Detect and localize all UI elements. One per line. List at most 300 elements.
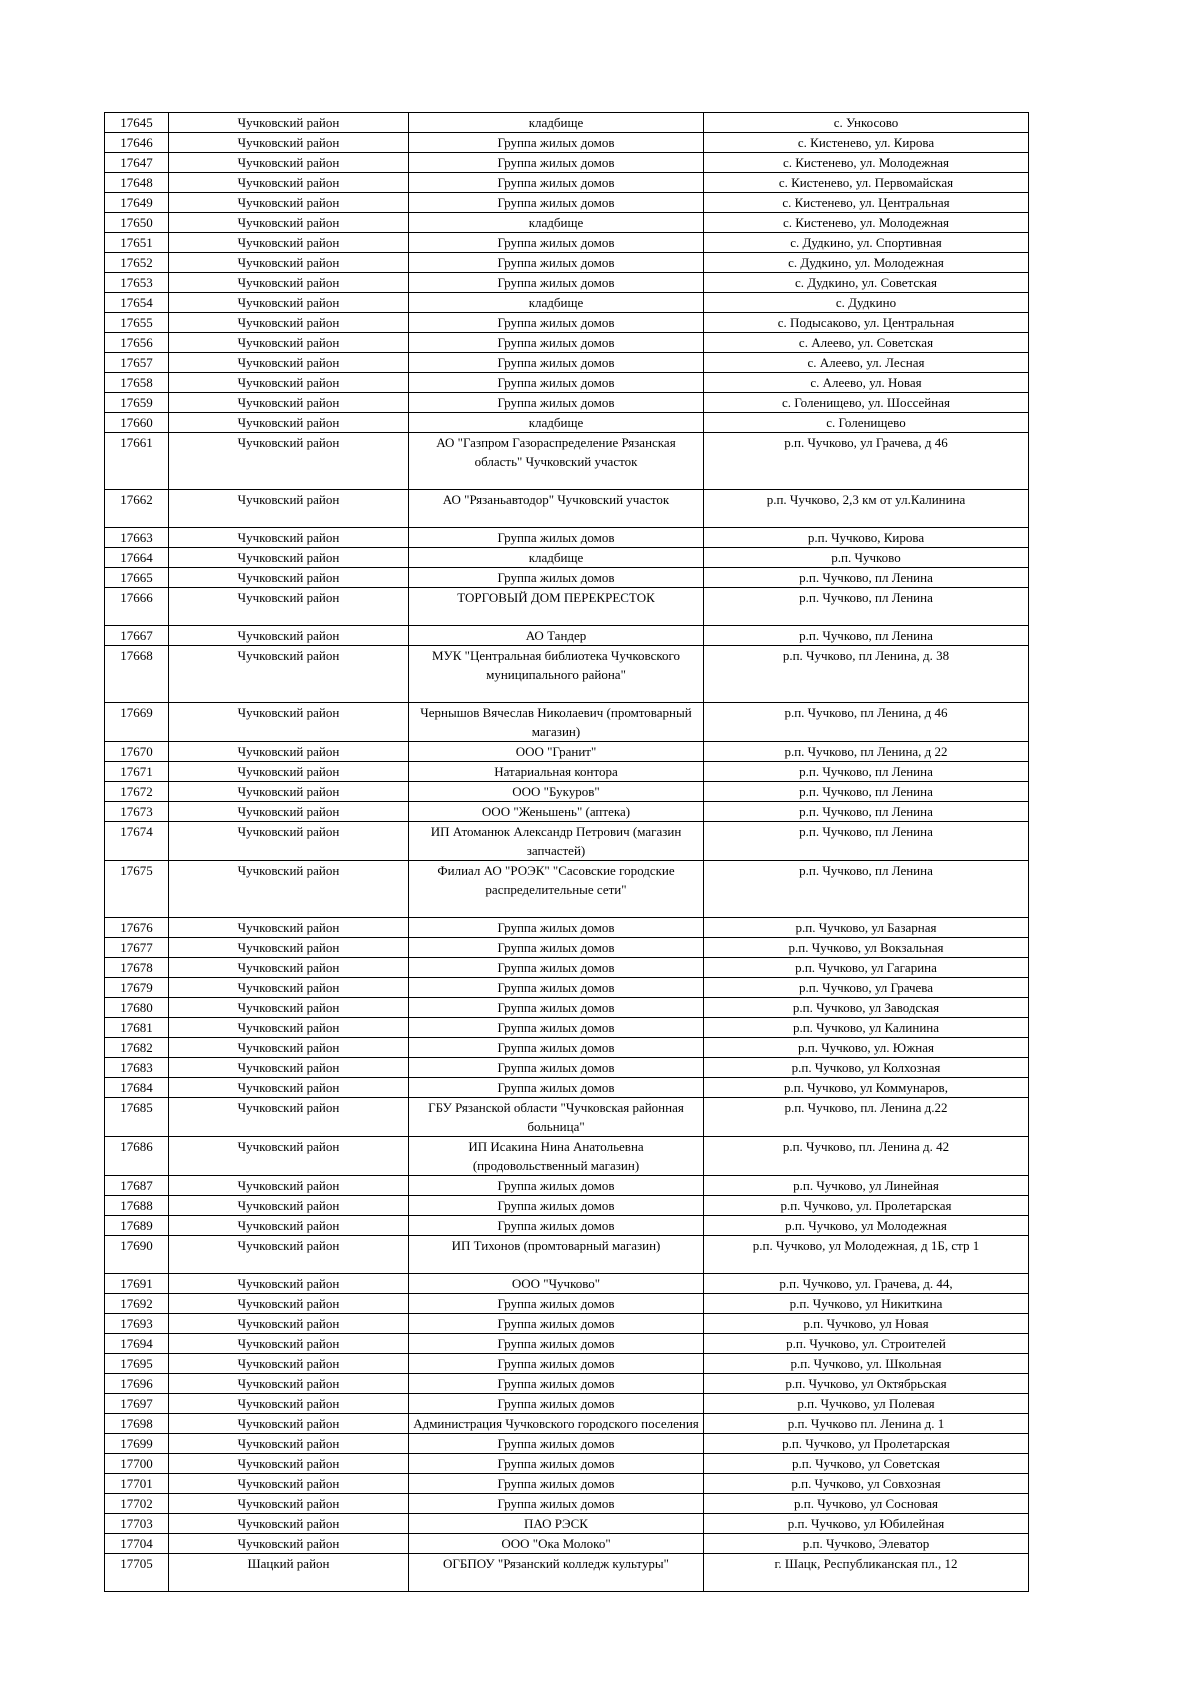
address-cell: р.п. Чучково, ул Новая xyxy=(704,1314,1029,1334)
table-row xyxy=(105,113,1029,133)
row-number-cell: 17676 xyxy=(105,918,169,938)
object-name-cell: Группа жилых домов xyxy=(409,1078,704,1098)
district-cell: Чучковский район xyxy=(169,528,409,548)
row-number-cell: 17666 xyxy=(105,588,169,626)
address-cell: р.п. Чучково, ул Никиткина xyxy=(704,1294,1029,1314)
row-number-cell: 17690 xyxy=(105,1236,169,1274)
address-cell: р.п. Чучково, пл Ленина xyxy=(704,762,1029,782)
row-number-cell: 17694 xyxy=(105,1334,169,1354)
object-name-cell: ГБУ Рязанской области "Чучковская районная больница" xyxy=(409,1098,704,1137)
table-row xyxy=(105,861,1029,918)
table-row xyxy=(105,1394,1029,1414)
table-row xyxy=(105,1098,1029,1137)
row-number-cell: 17677 xyxy=(105,938,169,958)
object-name-cell: Группа жилых домов xyxy=(409,1196,704,1216)
table-row xyxy=(105,1474,1029,1494)
row-number-cell: 17662 xyxy=(105,490,169,528)
row-number-cell: 17663 xyxy=(105,528,169,548)
object-name-cell: Администрация Чучковского городского поселения xyxy=(409,1414,704,1434)
district-cell: Чучковский район xyxy=(169,1196,409,1216)
address-cell: с. Кистенево, ул. Молодежная xyxy=(704,213,1029,233)
object-name-cell: Группа жилых домов xyxy=(409,373,704,393)
district-cell: Чучковский район xyxy=(169,1374,409,1394)
object-name-cell: Группа жилых домов xyxy=(409,393,704,413)
table-row xyxy=(105,958,1029,978)
table-row xyxy=(105,568,1029,588)
object-name-cell: Группа жилых домов xyxy=(409,998,704,1018)
object-name-cell: Группа жилых домов xyxy=(409,528,704,548)
object-name-cell: Группа жилых домов xyxy=(409,918,704,938)
row-number-cell: 17680 xyxy=(105,998,169,1018)
table-row xyxy=(105,918,1029,938)
row-number-cell: 17704 xyxy=(105,1534,169,1554)
row-number-cell: 17700 xyxy=(105,1454,169,1474)
row-number-cell: 17645 xyxy=(105,113,169,133)
table-row xyxy=(105,528,1029,548)
row-number-cell: 17647 xyxy=(105,153,169,173)
district-cell: Чучковский район xyxy=(169,1137,409,1176)
table-row xyxy=(105,490,1029,528)
object-name-cell: Группа жилых домов xyxy=(409,153,704,173)
table-row xyxy=(105,802,1029,822)
address-cell: р.п. Чучково, ул Калинина xyxy=(704,1018,1029,1038)
address-cell: р.п. Чучково, пл Ленина, д 46 xyxy=(704,703,1029,742)
table-row xyxy=(105,998,1029,1018)
address-cell: г. Шацк, Республиканская пл., 12 xyxy=(704,1554,1029,1592)
row-number-cell: 17675 xyxy=(105,861,169,918)
address-cell: р.п. Чучково, ул. Строителей xyxy=(704,1334,1029,1354)
object-name-cell: Группа жилых домов xyxy=(409,568,704,588)
row-number-cell: 17679 xyxy=(105,978,169,998)
object-name-cell: ПАО РЭСК xyxy=(409,1514,704,1534)
row-number-cell: 17669 xyxy=(105,703,169,742)
row-number-cell: 17684 xyxy=(105,1078,169,1098)
table-row xyxy=(105,1414,1029,1434)
district-cell: Чучковский район xyxy=(169,958,409,978)
row-number-cell: 17686 xyxy=(105,1137,169,1176)
district-cell: Чучковский район xyxy=(169,1294,409,1314)
table-row xyxy=(105,173,1029,193)
object-name-cell: кладбище xyxy=(409,548,704,568)
object-name-cell: Группа жилых домов xyxy=(409,1394,704,1414)
district-cell: Чучковский район xyxy=(169,802,409,822)
row-number-cell: 17661 xyxy=(105,433,169,490)
address-cell: с. Кистенево, ул. Центральная xyxy=(704,193,1029,213)
table-row xyxy=(105,313,1029,333)
row-number-cell: 17670 xyxy=(105,742,169,762)
row-number-cell: 17671 xyxy=(105,762,169,782)
address-cell: р.п. Чучково, пл Ленина, д 22 xyxy=(704,742,1029,762)
table-row xyxy=(105,273,1029,293)
address-cell: с. Голенищево xyxy=(704,413,1029,433)
district-cell: Чучковский район xyxy=(169,978,409,998)
table-row xyxy=(105,938,1029,958)
object-name-cell: Группа жилых домов xyxy=(409,313,704,333)
object-name-cell: Группа жилых домов xyxy=(409,233,704,253)
district-cell: Чучковский район xyxy=(169,1394,409,1414)
address-cell: р.п. Чучково, ул Октябрьская xyxy=(704,1374,1029,1394)
district-cell: Шацкий район xyxy=(169,1554,409,1592)
object-name-cell: кладбище xyxy=(409,413,704,433)
address-cell: р.п. Чучково пл. Ленина д. 1 xyxy=(704,1414,1029,1434)
table-row xyxy=(105,822,1029,861)
address-cell: с. Кистенево, ул. Молодежная xyxy=(704,153,1029,173)
table-row xyxy=(105,433,1029,490)
row-number-cell: 17699 xyxy=(105,1434,169,1454)
district-cell: Чучковский район xyxy=(169,1514,409,1534)
district-cell: Чучковский район xyxy=(169,1078,409,1098)
district-cell: Чучковский район xyxy=(169,293,409,313)
table-row xyxy=(105,1078,1029,1098)
table-row xyxy=(105,1176,1029,1196)
table-row xyxy=(105,1038,1029,1058)
table-row xyxy=(105,1216,1029,1236)
address-cell: р.п. Чучково, ул Молодежная, д 1Б, стр 1 xyxy=(704,1236,1029,1274)
object-name-cell: кладбище xyxy=(409,293,704,313)
object-name-cell: Чернышов Вячеслав Николаевич (промтоварный магазин) xyxy=(409,703,704,742)
row-number-cell: 17654 xyxy=(105,293,169,313)
row-number-cell: 17660 xyxy=(105,413,169,433)
object-name-cell: ТОРГОВЫЙ ДОМ ПЕРЕКРЕСТОК xyxy=(409,588,704,626)
address-cell: р.п. Чучково, ул. Школьная xyxy=(704,1354,1029,1374)
table-row xyxy=(105,1494,1029,1514)
table-row xyxy=(105,213,1029,233)
object-name-cell: Группа жилых домов xyxy=(409,1018,704,1038)
table-row xyxy=(105,153,1029,173)
district-cell: Чучковский район xyxy=(169,1176,409,1196)
district-cell: Чучковский район xyxy=(169,413,409,433)
table-row xyxy=(105,293,1029,313)
object-name-cell: ООО "Ока Молоко" xyxy=(409,1534,704,1554)
address-cell: р.п. Чучково, ул Юбилейная xyxy=(704,1514,1029,1534)
table-row xyxy=(105,353,1029,373)
address-cell: р.п. Чучково, пл Ленина xyxy=(704,782,1029,802)
address-cell: р.п. Чучково, ул. Грачева, д. 44, xyxy=(704,1274,1029,1294)
district-cell: Чучковский район xyxy=(169,1494,409,1514)
row-number-cell: 17693 xyxy=(105,1314,169,1334)
district-cell: Чучковский район xyxy=(169,253,409,273)
row-number-cell: 17651 xyxy=(105,233,169,253)
district-cell: Чучковский район xyxy=(169,1314,409,1334)
object-name-cell: Группа жилых домов xyxy=(409,1216,704,1236)
object-name-cell: Группа жилых домов xyxy=(409,1058,704,1078)
object-name-cell: Группа жилых домов xyxy=(409,938,704,958)
object-name-cell: Группа жилых домов xyxy=(409,1176,704,1196)
table-row xyxy=(105,1374,1029,1394)
table-row xyxy=(105,193,1029,213)
row-number-cell: 17648 xyxy=(105,173,169,193)
district-cell: Чучковский район xyxy=(169,213,409,233)
object-name-cell: ИП Исакина Нина Анатольевна (продовольственный магазин) xyxy=(409,1137,704,1176)
district-cell: Чучковский район xyxy=(169,1414,409,1434)
table-row xyxy=(105,588,1029,626)
district-cell: Чучковский район xyxy=(169,568,409,588)
object-name-cell: Группа жилых домов xyxy=(409,273,704,293)
address-cell: р.п. Чучково, ул Полевая xyxy=(704,1394,1029,1414)
row-number-cell: 17655 xyxy=(105,313,169,333)
district-cell: Чучковский район xyxy=(169,703,409,742)
object-name-cell: ООО "Букуров" xyxy=(409,782,704,802)
district-cell: Чучковский район xyxy=(169,646,409,703)
address-cell: р.п. Чучково, ул Совхозная xyxy=(704,1474,1029,1494)
district-cell: Чучковский район xyxy=(169,1334,409,1354)
address-cell: р.п. Чучково, ул Коммунаров, xyxy=(704,1078,1029,1098)
table-row xyxy=(105,1236,1029,1274)
address-cell: р.п. Чучково, пл Ленина xyxy=(704,626,1029,646)
table-row xyxy=(105,1137,1029,1176)
address-cell: р.п. Чучково, ул Колхозная xyxy=(704,1058,1029,1078)
object-name-cell: кладбище xyxy=(409,213,704,233)
table-row xyxy=(105,1018,1029,1038)
object-name-cell: ООО "Женьшень" (аптека) xyxy=(409,802,704,822)
table-row xyxy=(105,1274,1029,1294)
address-cell: р.п. Чучково, Элеватор xyxy=(704,1534,1029,1554)
address-cell: с. Дудкино, ул. Спортивная xyxy=(704,233,1029,253)
table-row xyxy=(105,782,1029,802)
object-name-cell: Группа жилых домов xyxy=(409,253,704,273)
table-row xyxy=(105,646,1029,703)
table-row xyxy=(105,253,1029,273)
object-name-cell: Группа жилых домов xyxy=(409,1314,704,1334)
object-name-cell: Филиал АО "РОЭК" "Сасовские городские распределительные сети" xyxy=(409,861,704,918)
address-cell: р.п. Чучково, 2,3 км от ул.Калинина xyxy=(704,490,1029,528)
objects-table xyxy=(104,112,1029,1592)
address-cell: с. Дудкино xyxy=(704,293,1029,313)
district-cell: Чучковский район xyxy=(169,1474,409,1494)
row-number-cell: 17672 xyxy=(105,782,169,802)
row-number-cell: 17697 xyxy=(105,1394,169,1414)
table-row xyxy=(105,1354,1029,1374)
object-name-cell: Группа жилых домов xyxy=(409,958,704,978)
object-name-cell: кладбище xyxy=(409,113,704,133)
object-name-cell: ОГБПОУ "Рязанский колледж культуры" xyxy=(409,1554,704,1592)
district-cell: Чучковский район xyxy=(169,133,409,153)
district-cell: Чучковский район xyxy=(169,193,409,213)
object-name-cell: Группа жилых домов xyxy=(409,1494,704,1514)
district-cell: Чучковский район xyxy=(169,822,409,861)
object-name-cell: Натариальная контора xyxy=(409,762,704,782)
object-name-cell: Группа жилых домов xyxy=(409,133,704,153)
district-cell: Чучковский район xyxy=(169,433,409,490)
table-row xyxy=(105,233,1029,253)
address-cell: р.п. Чучково, пл. Ленина д.22 xyxy=(704,1098,1029,1137)
address-cell: р.п. Чучково, ул Линейная xyxy=(704,1176,1029,1196)
address-cell: р.п. Чучково, ул. Южная xyxy=(704,1038,1029,1058)
district-cell: Чучковский район xyxy=(169,626,409,646)
district-cell: Чучковский район xyxy=(169,313,409,333)
object-name-cell: ИП Атоманюк Александр Петрович (магазин запчастей) xyxy=(409,822,704,861)
table-row xyxy=(105,1454,1029,1474)
row-number-cell: 17674 xyxy=(105,822,169,861)
row-number-cell: 17652 xyxy=(105,253,169,273)
row-number-cell: 17653 xyxy=(105,273,169,293)
object-name-cell: АО "Рязаньавтодор" Чучковский участок xyxy=(409,490,704,528)
address-cell: р.п. Чучково, ул Грачева xyxy=(704,978,1029,998)
table-row xyxy=(105,1294,1029,1314)
row-number-cell: 17650 xyxy=(105,213,169,233)
district-cell: Чучковский район xyxy=(169,273,409,293)
address-cell: р.п. Чучково, ул Сосновая xyxy=(704,1494,1029,1514)
table-row xyxy=(105,978,1029,998)
row-number-cell: 17702 xyxy=(105,1494,169,1514)
district-cell: Чучковский район xyxy=(169,393,409,413)
table-row xyxy=(105,1058,1029,1078)
table-row xyxy=(105,548,1029,568)
address-cell: с. Алеево, ул. Советская xyxy=(704,333,1029,353)
row-number-cell: 17659 xyxy=(105,393,169,413)
row-number-cell: 17689 xyxy=(105,1216,169,1236)
district-cell: Чучковский район xyxy=(169,742,409,762)
row-number-cell: 17646 xyxy=(105,133,169,153)
object-name-cell: ООО "Гранит" xyxy=(409,742,704,762)
object-name-cell: АО "Газпром Газораспределение Рязанская область" Чучковский участок xyxy=(409,433,704,490)
district-cell: Чучковский район xyxy=(169,998,409,1018)
object-name-cell: Группа жилых домов xyxy=(409,1334,704,1354)
table-row xyxy=(105,133,1029,153)
object-name-cell: Группа жилых домов xyxy=(409,1038,704,1058)
district-cell: Чучковский район xyxy=(169,1274,409,1294)
address-cell: с. Ункосово xyxy=(704,113,1029,133)
district-cell: Чучковский район xyxy=(169,1058,409,1078)
district-cell: Чучковский район xyxy=(169,490,409,528)
district-cell: Чучковский район xyxy=(169,233,409,253)
row-number-cell: 17681 xyxy=(105,1018,169,1038)
table-row xyxy=(105,1314,1029,1334)
row-number-cell: 17695 xyxy=(105,1354,169,1374)
row-number-cell: 17685 xyxy=(105,1098,169,1137)
table-row xyxy=(105,1534,1029,1554)
district-cell: Чучковский район xyxy=(169,1354,409,1374)
district-cell: Чучковский район xyxy=(169,1018,409,1038)
object-name-cell: Группа жилых домов xyxy=(409,1474,704,1494)
district-cell: Чучковский район xyxy=(169,782,409,802)
row-number-cell: 17657 xyxy=(105,353,169,373)
district-cell: Чучковский район xyxy=(169,373,409,393)
district-cell: Чучковский район xyxy=(169,548,409,568)
object-name-cell: МУК "Центральная библиотека Чучковского муниципального района" xyxy=(409,646,704,703)
table-row xyxy=(105,1196,1029,1216)
address-cell: с. Алеево, ул. Лесная xyxy=(704,353,1029,373)
row-number-cell: 17698 xyxy=(105,1414,169,1434)
table-row xyxy=(105,333,1029,353)
row-number-cell: 17649 xyxy=(105,193,169,213)
address-cell: с. Голенищево, ул. Шоссейная xyxy=(704,393,1029,413)
address-cell: р.п. Чучково, пл Ленина xyxy=(704,861,1029,918)
table-row xyxy=(105,1514,1029,1534)
district-cell: Чучковский район xyxy=(169,1038,409,1058)
address-cell: р.п. Чучково, пл Ленина xyxy=(704,568,1029,588)
row-number-cell: 17678 xyxy=(105,958,169,978)
row-number-cell: 17668 xyxy=(105,646,169,703)
district-cell: Чучковский район xyxy=(169,113,409,133)
row-number-cell: 17691 xyxy=(105,1274,169,1294)
district-cell: Чучковский район xyxy=(169,353,409,373)
table-row xyxy=(105,742,1029,762)
table-row xyxy=(105,1434,1029,1454)
district-cell: Чучковский район xyxy=(169,588,409,626)
object-name-cell: ООО "Чучково" xyxy=(409,1274,704,1294)
district-cell: Чучковский район xyxy=(169,333,409,353)
address-cell: р.п. Чучково, ул Заводская xyxy=(704,998,1029,1018)
table-body xyxy=(105,113,1029,1592)
object-name-cell: Группа жилых домов xyxy=(409,978,704,998)
row-number-cell: 17658 xyxy=(105,373,169,393)
address-cell: р.п. Чучково, ул Советская xyxy=(704,1454,1029,1474)
district-cell: Чучковский район xyxy=(169,173,409,193)
row-number-cell: 17703 xyxy=(105,1514,169,1534)
object-name-cell: АО Тандер xyxy=(409,626,704,646)
address-cell: р.п. Чучково, ул Молодежная xyxy=(704,1216,1029,1236)
row-number-cell: 17667 xyxy=(105,626,169,646)
row-number-cell: 17696 xyxy=(105,1374,169,1394)
district-cell: Чучковский район xyxy=(169,938,409,958)
object-name-cell: Группа жилых домов xyxy=(409,1374,704,1394)
object-name-cell: Группа жилых домов xyxy=(409,173,704,193)
district-cell: Чучковский район xyxy=(169,861,409,918)
table-row xyxy=(105,373,1029,393)
address-cell: р.п. Чучково, ул Базарная xyxy=(704,918,1029,938)
object-name-cell: Группа жилых домов xyxy=(409,1454,704,1474)
district-cell: Чучковский район xyxy=(169,918,409,938)
address-cell: с. Подысаково, ул. Центральная xyxy=(704,313,1029,333)
row-number-cell: 17673 xyxy=(105,802,169,822)
row-number-cell: 17665 xyxy=(105,568,169,588)
address-cell: р.п. Чучково, пл. Ленина д. 42 xyxy=(704,1137,1029,1176)
address-cell: р.п. Чучково, ул Гагарина xyxy=(704,958,1029,978)
address-cell: р.п. Чучково, пл Ленина xyxy=(704,822,1029,861)
object-name-cell: Группа жилых домов xyxy=(409,333,704,353)
address-cell: с. Дудкино, ул. Советская xyxy=(704,273,1029,293)
object-name-cell: Группа жилых домов xyxy=(409,193,704,213)
district-cell: Чучковский район xyxy=(169,153,409,173)
address-cell: р.п. Чучково, ул. Пролетарская xyxy=(704,1196,1029,1216)
object-name-cell: Группа жилых домов xyxy=(409,1434,704,1454)
district-cell: Чучковский район xyxy=(169,1434,409,1454)
address-cell: р.п. Чучково, ул Пролетарская xyxy=(704,1434,1029,1454)
address-cell: р.п. Чучково, пл Ленина, д. 38 xyxy=(704,646,1029,703)
row-number-cell: 17683 xyxy=(105,1058,169,1078)
address-cell: р.п. Чучково, пл Ленина xyxy=(704,802,1029,822)
address-cell: с. Алеево, ул. Новая xyxy=(704,373,1029,393)
table-row xyxy=(105,393,1029,413)
address-cell: с. Дудкино, ул. Молодежная xyxy=(704,253,1029,273)
row-number-cell: 17687 xyxy=(105,1176,169,1196)
object-name-cell: Группа жилых домов xyxy=(409,1294,704,1314)
row-number-cell: 17664 xyxy=(105,548,169,568)
table-row xyxy=(105,762,1029,782)
table-row xyxy=(105,1554,1029,1592)
object-name-cell: Группа жилых домов xyxy=(409,353,704,373)
address-cell: р.п. Чучково, ул Вокзальная xyxy=(704,938,1029,958)
address-cell: р.п. Чучково, ул Грачева, д 46 xyxy=(704,433,1029,490)
row-number-cell: 17682 xyxy=(105,1038,169,1058)
address-cell: с. Кистенево, ул. Первомайская xyxy=(704,173,1029,193)
row-number-cell: 17656 xyxy=(105,333,169,353)
row-number-cell: 17692 xyxy=(105,1294,169,1314)
district-cell: Чучковский район xyxy=(169,1534,409,1554)
district-cell: Чучковский район xyxy=(169,1454,409,1474)
district-cell: Чучковский район xyxy=(169,1236,409,1274)
address-cell: с. Кистенево, ул. Кирова xyxy=(704,133,1029,153)
object-name-cell: Группа жилых домов xyxy=(409,1354,704,1374)
address-cell: р.п. Чучково xyxy=(704,548,1029,568)
district-cell: Чучковский район xyxy=(169,1098,409,1137)
address-cell: р.п. Чучково, Кирова xyxy=(704,528,1029,548)
table-row xyxy=(105,413,1029,433)
district-cell: Чучковский район xyxy=(169,1216,409,1236)
row-number-cell: 17701 xyxy=(105,1474,169,1494)
table-row xyxy=(105,1334,1029,1354)
